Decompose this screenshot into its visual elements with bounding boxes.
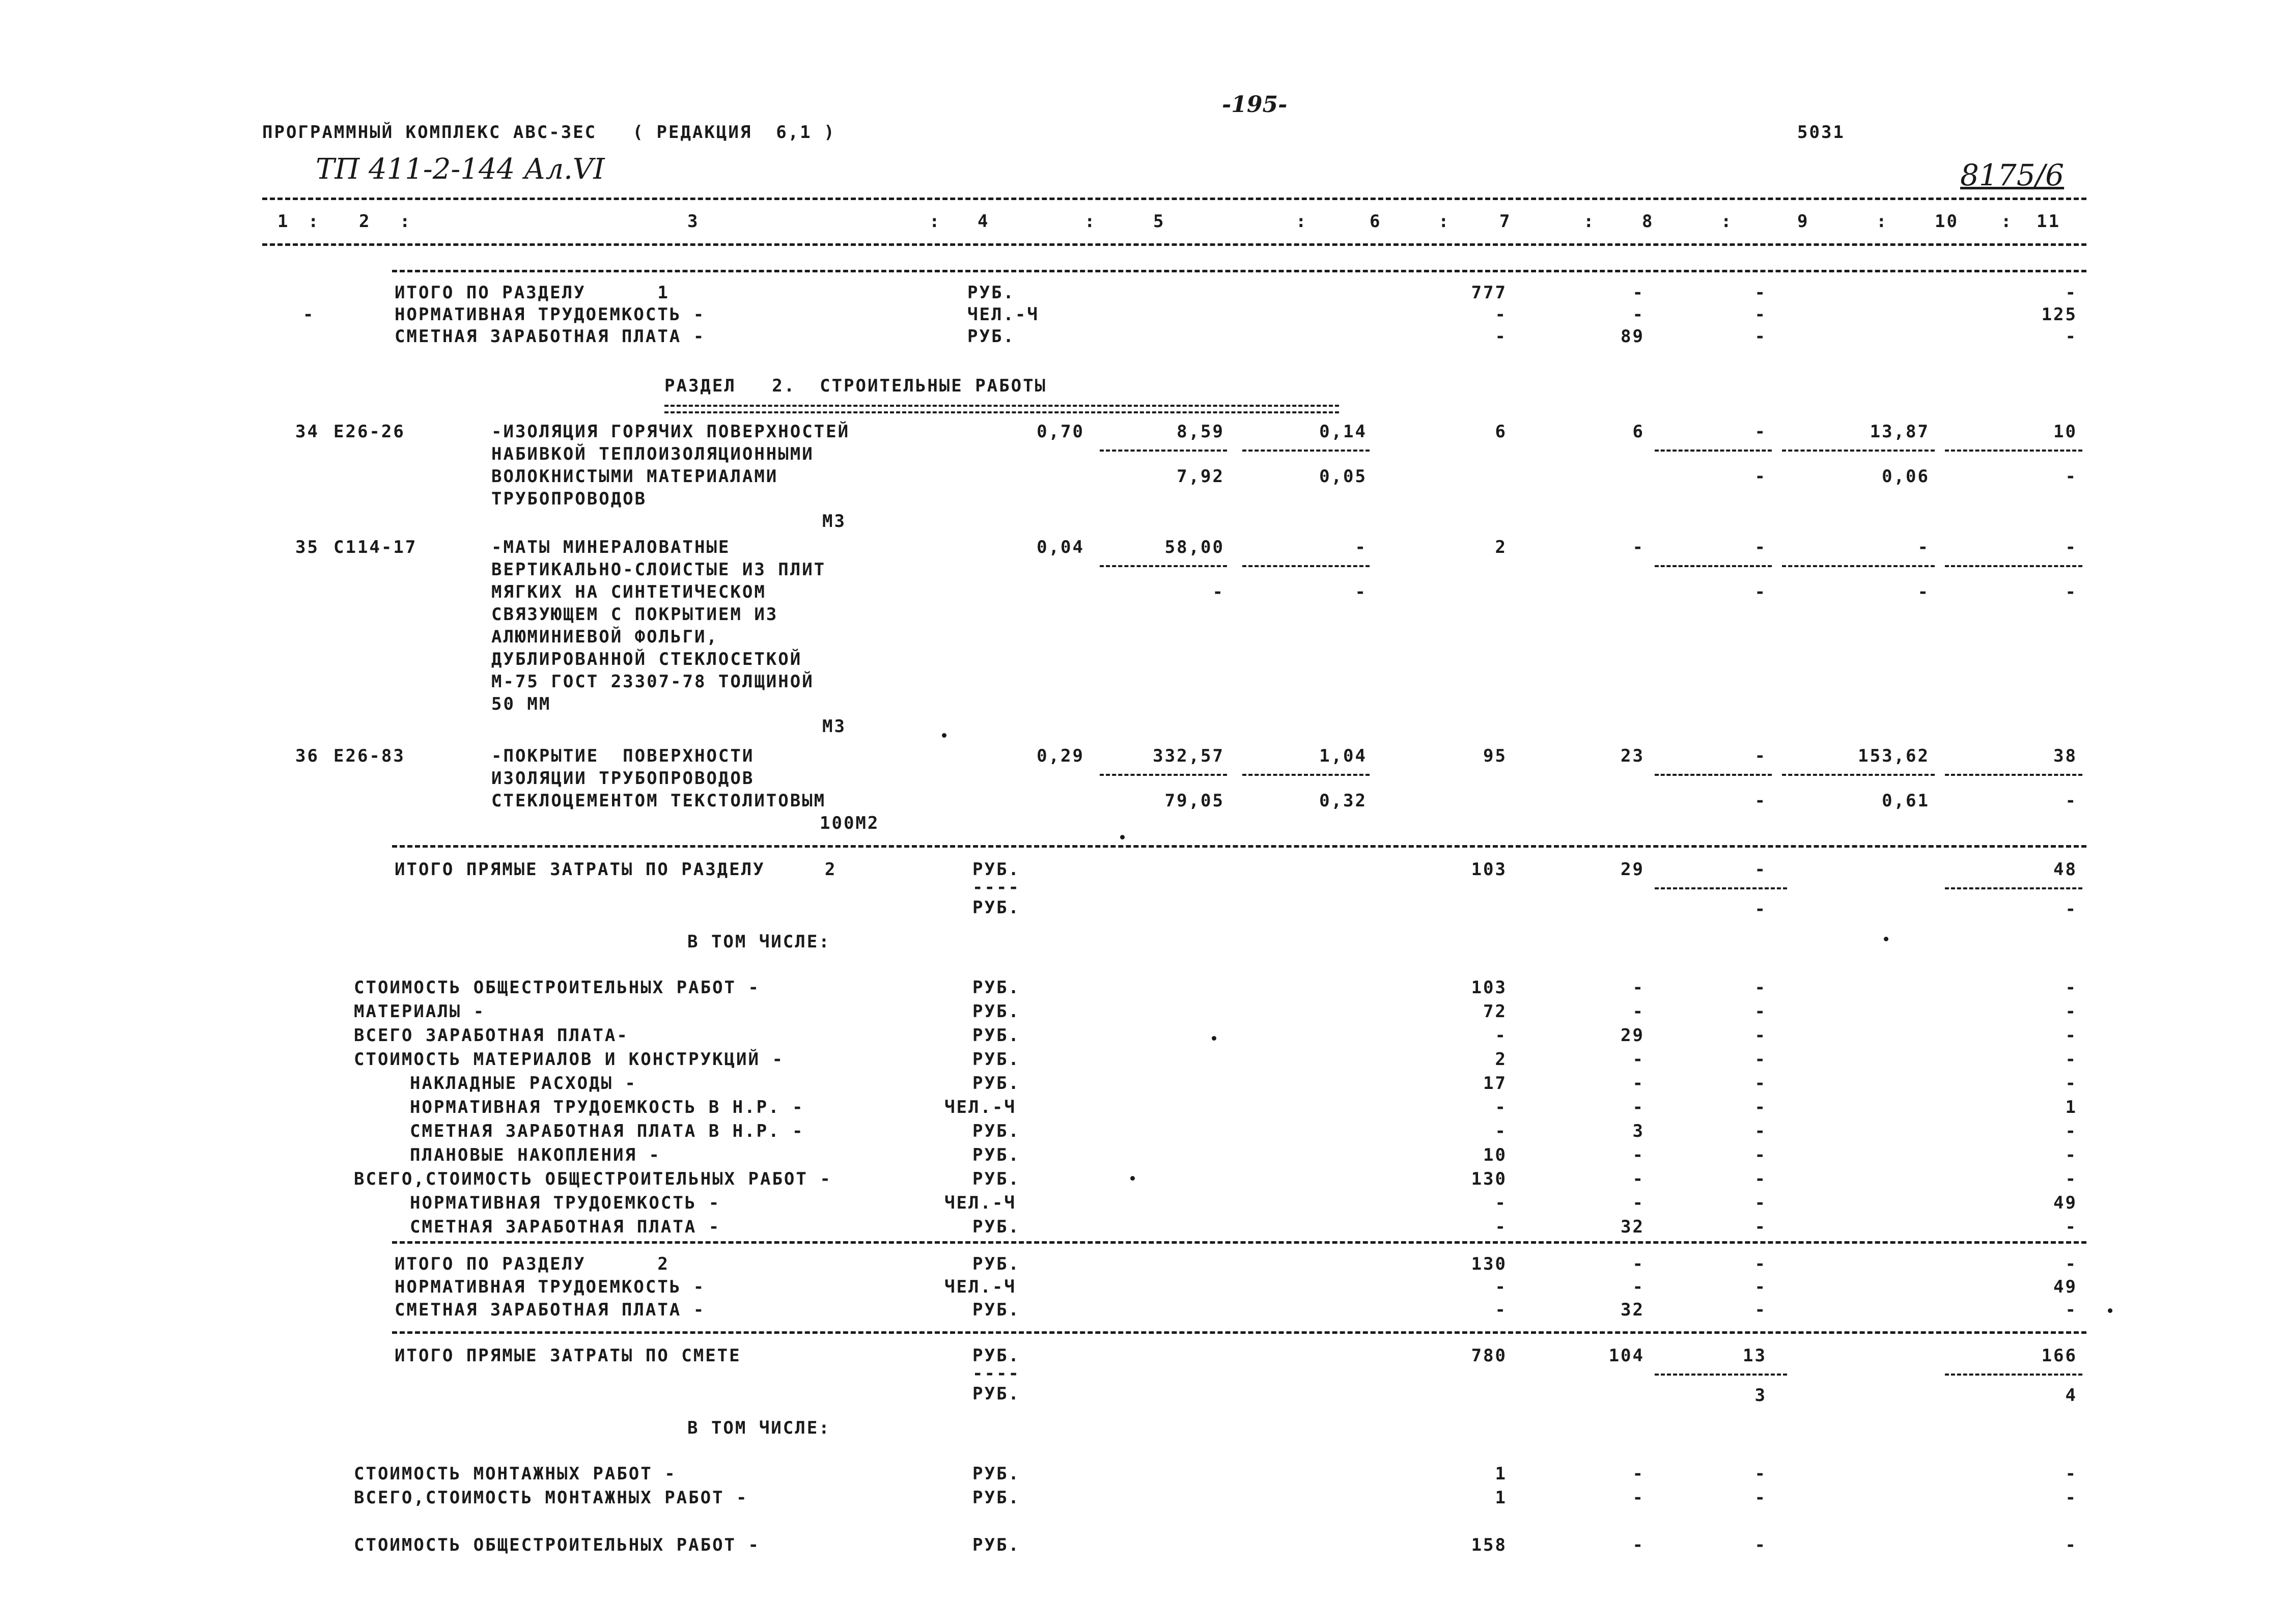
value-col11: - bbox=[2065, 283, 2077, 303]
wage-separator bbox=[1655, 887, 1787, 889]
value-col7: 103 bbox=[1471, 859, 1507, 880]
value-col11: 125 bbox=[2041, 304, 2077, 325]
value-col7: 2 bbox=[1495, 1049, 1507, 1070]
value-col9: - bbox=[1754, 1001, 1767, 1022]
scan-speck bbox=[2108, 1308, 2112, 1313]
final-unit: РУБ. bbox=[972, 1535, 1020, 1555]
value-col5-wage: - bbox=[1212, 582, 1224, 602]
breakdown-label: СМЕТНАЯ ЗАРАБОТНАЯ ПЛАТА В Н.Р. - bbox=[410, 1121, 804, 1141]
direct-costs-unit: РУБ. bbox=[972, 859, 1020, 880]
value-col10-wage: 0,06 bbox=[1882, 466, 1930, 487]
item-unit: М3 bbox=[822, 511, 846, 531]
item-description-line: -МАТЫ МИНЕРАЛОВАТНЫЕ bbox=[491, 537, 731, 557]
item-description-line: АЛЮМИНИЕВОЙ ФОЛЬГИ, bbox=[491, 627, 718, 647]
value-col11: - bbox=[2065, 1049, 2077, 1070]
direct-costs-unit-2: РУБ. bbox=[972, 1384, 1020, 1404]
wage-separator bbox=[1945, 774, 2082, 776]
total-label: ИТОГО ПО РАЗДЕЛУ 2 bbox=[395, 1254, 670, 1274]
total-unit: РУБ. bbox=[967, 283, 1015, 303]
item-description-line: М-75 ГОСТ 23307-78 ТОЛЩИНОЙ bbox=[491, 671, 814, 692]
value-col11: 49 bbox=[2053, 1277, 2077, 1297]
column-number: 11 bbox=[2037, 211, 2060, 232]
value-col8: 3 bbox=[1632, 1121, 1645, 1141]
section2-title: РАЗДЕЛ 2. СТРОИТЕЛЬНЫЕ РАБОТЫ bbox=[664, 376, 1047, 396]
column-number: : bbox=[929, 211, 941, 232]
value-col8: - bbox=[1632, 1464, 1645, 1484]
value-col5-wage: 79,05 bbox=[1164, 791, 1224, 811]
breakdown-label: НОРМАТИВНАЯ ТРУДОЕМКОСТЬ - bbox=[410, 1193, 721, 1213]
estimate-separator bbox=[392, 1331, 2086, 1334]
column-number: 9 bbox=[1797, 211, 1809, 232]
direct-costs-unit: РУБ. bbox=[972, 1346, 1020, 1366]
value-col9: - bbox=[1754, 1193, 1767, 1213]
value-col11: - bbox=[2065, 1121, 2077, 1141]
breakdown-unit: РУБ. bbox=[972, 1025, 1020, 1046]
item-code: Е26-83 bbox=[333, 746, 405, 766]
value-col8: 29 bbox=[1621, 1025, 1645, 1046]
cost-separator bbox=[1100, 450, 1227, 452]
value-col11: 38 bbox=[2053, 746, 2077, 766]
breakdown-label: ПЛАНОВЫЕ НАКОПЛЕНИЯ - bbox=[410, 1145, 661, 1165]
value-col5: 58,00 bbox=[1164, 537, 1224, 557]
value-col11: - bbox=[2065, 1073, 2077, 1094]
scan-speck bbox=[1212, 1036, 1216, 1041]
direct-costs-label: ИТОГО ПРЯМЫЕ ЗАТРАТЫ ПО СМЕТЕ bbox=[395, 1346, 741, 1366]
wage-separator bbox=[1655, 1374, 1787, 1376]
item-unit: 100М2 bbox=[820, 813, 880, 833]
item-description-line: ИЗОЛЯЦИИ ТРУБОПРОВОДОВ bbox=[491, 768, 755, 789]
value-col8: - bbox=[1632, 1254, 1645, 1274]
value-col8: - bbox=[1632, 283, 1645, 303]
total-label: НОРМАТИВНАЯ ТРУДОЕМКОСТЬ - bbox=[395, 1277, 706, 1297]
column-number: 2 bbox=[359, 211, 371, 232]
column-number: 10 bbox=[1935, 211, 1959, 232]
value-col7: - bbox=[1495, 304, 1507, 325]
value-col8: 89 bbox=[1621, 326, 1645, 347]
scan-speck bbox=[1130, 1176, 1135, 1181]
value-col10: 13,87 bbox=[1870, 422, 1930, 442]
value-col10: 153,62 bbox=[1858, 746, 1930, 766]
value-col9-wage: 3 bbox=[1754, 1385, 1767, 1406]
value-col11: 10 bbox=[2053, 422, 2077, 442]
wage-separator bbox=[1655, 774, 1772, 776]
item-description-line: НАБИВКОЙ ТЕПЛОИЗОЛЯЦИОННЫМИ bbox=[491, 444, 814, 464]
breakdown-unit: ЧЕЛ.-Ч bbox=[944, 1193, 1016, 1213]
value-col9-wage: - bbox=[1754, 791, 1767, 811]
value-col8: 104 bbox=[1608, 1346, 1645, 1366]
breakdown-unit: РУБ. bbox=[972, 1001, 1020, 1022]
value-col6: - bbox=[1355, 537, 1367, 557]
stray-dash: - bbox=[303, 304, 315, 325]
value-col11: - bbox=[2065, 1169, 2077, 1189]
column-number: 1 bbox=[277, 211, 290, 232]
value-col8: - bbox=[1632, 1073, 1645, 1094]
value-col11: 48 bbox=[2053, 859, 2077, 880]
value-col11: 1 bbox=[2065, 1097, 2077, 1117]
value-col7: - bbox=[1495, 1025, 1507, 1046]
value-col9: - bbox=[1754, 1217, 1767, 1237]
wage-separator bbox=[1655, 565, 1772, 567]
direct-costs-unit-2: РУБ. bbox=[972, 898, 1020, 918]
cost-separator bbox=[1242, 450, 1370, 452]
value-col9: - bbox=[1754, 1300, 1767, 1320]
value-col9: - bbox=[1754, 422, 1767, 442]
value-col11: - bbox=[2065, 1300, 2077, 1320]
value-col10-wage: - bbox=[1917, 582, 1930, 602]
value-col9: - bbox=[1754, 1464, 1767, 1484]
breakdown-label: НАКЛАДНЫЕ РАСХОДЫ - bbox=[410, 1073, 637, 1094]
section1-separator bbox=[392, 270, 2086, 272]
value-col11: - bbox=[2065, 326, 2077, 347]
total-label: ИТОГО ПО РАЗДЕЛУ 1 bbox=[395, 283, 670, 303]
wage-separator bbox=[1782, 565, 1935, 567]
breakdown-label: ВСЕГО,СТОИМОСТЬ МОНТАЖНЫХ РАБОТ - bbox=[354, 1488, 748, 1508]
breakdown-unit: РУБ. bbox=[972, 1049, 1020, 1070]
item-unit: М3 bbox=[822, 716, 846, 737]
value-col10-wage: 0,61 bbox=[1882, 791, 1930, 811]
breakdown-label: СТОИМОСТЬ МАТЕРИАЛОВ И КОНСТРУКЦИЙ - bbox=[354, 1049, 784, 1070]
breakdown-label: НОРМАТИВНАЯ ТРУДОЕМКОСТЬ В Н.Р. - bbox=[410, 1097, 804, 1117]
page-number: -195- bbox=[1222, 92, 1288, 118]
item-description-line: СВЯЗУЮЩЕМ С ПОКРЫТИЕМ ИЗ bbox=[491, 604, 778, 625]
breakdown-label: СТОИМОСТЬ ОБЩЕСТРОИТЕЛЬНЫХ РАБОТ - bbox=[354, 977, 760, 998]
wage-separator bbox=[1945, 887, 2082, 889]
item-quantity: 0,70 bbox=[1037, 422, 1084, 442]
header-rule-bottom bbox=[262, 243, 2086, 246]
title-underline-1 bbox=[664, 405, 1339, 407]
item-code: Е26-26 bbox=[333, 422, 405, 442]
doc-number: 5031 bbox=[1797, 122, 1845, 143]
value-col11-wage: 4 bbox=[2065, 1385, 2077, 1406]
column-number: : bbox=[1296, 211, 1308, 232]
value-col6-wage: 0,32 bbox=[1319, 791, 1367, 811]
column-number: 5 bbox=[1153, 211, 1165, 232]
total-unit: РУБ. bbox=[967, 326, 1015, 347]
value-col9: - bbox=[1754, 1535, 1767, 1555]
value-col9: - bbox=[1754, 977, 1767, 998]
value-col11: 49 bbox=[2053, 1193, 2077, 1213]
column-number: : bbox=[1084, 211, 1097, 232]
value-col7: 130 bbox=[1471, 1254, 1507, 1274]
value-col8: - bbox=[1632, 537, 1645, 557]
total-label: СМЕТНАЯ ЗАРАБОТНАЯ ПЛАТА - bbox=[395, 1300, 706, 1320]
value-col9: - bbox=[1754, 746, 1767, 766]
handwritten-sheet: 8175/6 bbox=[1960, 158, 2065, 192]
header-rule-top bbox=[262, 198, 2086, 200]
value-col11-wage: - bbox=[2065, 466, 2077, 487]
value-col8: - bbox=[1632, 1001, 1645, 1022]
value-col5: 332,57 bbox=[1153, 746, 1224, 766]
value-col7: 72 bbox=[1483, 1001, 1507, 1022]
in-that-number-1: В ТОМ ЧИСЛЕ: bbox=[687, 932, 831, 952]
value-col7: 1 bbox=[1495, 1464, 1507, 1484]
value-col9: - bbox=[1754, 304, 1767, 325]
value-col8: - bbox=[1632, 304, 1645, 325]
value-col9-wage: - bbox=[1754, 899, 1767, 919]
item-description-line: ДУБЛИРОВАННОЙ СТЕКЛОСЕТКОЙ bbox=[491, 649, 802, 669]
value-col11: - bbox=[2065, 1488, 2077, 1508]
breakdown-unit: РУБ. bbox=[972, 1169, 1020, 1189]
value-col6: 1,04 bbox=[1319, 746, 1367, 766]
value-col8: - bbox=[1632, 1488, 1645, 1508]
cost-separator bbox=[1242, 774, 1370, 776]
value-col9-wage: - bbox=[1754, 582, 1767, 602]
breakdown-label: СМЕТНАЯ ЗАРАБОТНАЯ ПЛАТА - bbox=[410, 1217, 721, 1237]
wage-separator bbox=[1945, 565, 2082, 567]
value-col9: 13 bbox=[1743, 1346, 1767, 1366]
value-col7: - bbox=[1495, 1217, 1507, 1237]
column-number: : bbox=[308, 211, 320, 232]
value-col8: - bbox=[1632, 977, 1645, 998]
breakdown-unit: РУБ. bbox=[972, 1488, 1020, 1508]
value-col11: 166 bbox=[2041, 1346, 2077, 1366]
column-number: : bbox=[1583, 211, 1596, 232]
value-col7: - bbox=[1495, 1277, 1507, 1297]
breakdown-unit: РУБ. bbox=[972, 1464, 1020, 1484]
value-col7: 780 bbox=[1471, 1346, 1507, 1366]
value-col11: - bbox=[2065, 537, 2077, 557]
value-col11: - bbox=[2065, 977, 2077, 998]
breakdown-unit: РУБ. bbox=[972, 1073, 1020, 1094]
value-col7: - bbox=[1495, 1097, 1507, 1117]
value-col9: - bbox=[1754, 859, 1767, 880]
value-col9: - bbox=[1754, 1169, 1767, 1189]
value-col7: 95 bbox=[1483, 746, 1507, 766]
value-col7: 777 bbox=[1471, 283, 1507, 303]
value-col9: - bbox=[1754, 1025, 1767, 1046]
direct-costs-label: ИТОГО ПРЯМЫЕ ЗАТРАТЫ ПО РАЗДЕЛУ 2 bbox=[395, 859, 837, 880]
value-col8: - bbox=[1632, 1049, 1645, 1070]
value-col8: 32 bbox=[1621, 1217, 1645, 1237]
value-col9: - bbox=[1754, 283, 1767, 303]
item-description-line: ТРУБОПРОВОДОВ bbox=[491, 489, 647, 509]
column-number: 4 bbox=[978, 211, 990, 232]
value-col9: - bbox=[1754, 537, 1767, 557]
total-unit: РУБ. bbox=[972, 1254, 1020, 1274]
value-col5-wage: 7,92 bbox=[1177, 466, 1224, 487]
value-col7: 10 bbox=[1483, 1145, 1507, 1165]
value-col11: - bbox=[2065, 1025, 2077, 1046]
item-description-line: -ПОКРЫТИЕ ПОВЕРХНОСТИ bbox=[491, 746, 755, 766]
scan-speck bbox=[1884, 937, 1888, 941]
value-col11: - bbox=[2065, 1145, 2077, 1165]
total-unit: ЧЕЛ.-Ч bbox=[944, 1277, 1016, 1297]
breakdown-unit: РУБ. bbox=[972, 1121, 1020, 1141]
item-description-line: 50 ММ bbox=[491, 694, 551, 714]
direct-costs-unit-separator: ---- bbox=[972, 877, 1020, 898]
column-number: : bbox=[1438, 211, 1451, 232]
breakdown-unit: РУБ. bbox=[972, 1145, 1020, 1165]
item-code: С114-17 bbox=[333, 537, 417, 557]
value-col7: - bbox=[1495, 1193, 1507, 1213]
item-number: 36 bbox=[295, 746, 319, 766]
wage-separator bbox=[1655, 450, 1772, 452]
wage-separator bbox=[1782, 450, 1935, 452]
value-col8: - bbox=[1632, 1097, 1645, 1117]
value-col8: 29 bbox=[1621, 859, 1645, 880]
cost-separator bbox=[1100, 774, 1227, 776]
breakdown-unit: РУБ. bbox=[972, 977, 1020, 998]
total-unit: ЧЕЛ.-Ч bbox=[967, 304, 1039, 325]
section2-totals-separator bbox=[392, 1241, 2086, 1244]
column-number: : bbox=[2001, 211, 2013, 232]
value-col9: - bbox=[1754, 1049, 1767, 1070]
value-col11: - bbox=[2065, 1464, 2077, 1484]
column-number: 7 bbox=[1499, 211, 1512, 232]
cost-separator bbox=[1242, 565, 1370, 567]
value-col8: 23 bbox=[1621, 746, 1645, 766]
value-col11: - bbox=[2065, 1535, 2077, 1555]
value-col7: - bbox=[1495, 326, 1507, 347]
program-header: ПРОГРАММНЫЙ КОМПЛЕКС АВС-ЗЕС ( РЕДАКЦИЯ 6,1 ) bbox=[262, 122, 836, 143]
value-col9: - bbox=[1754, 1073, 1767, 1094]
value-col8: 6 bbox=[1632, 422, 1645, 442]
item-quantity: 0,29 bbox=[1037, 746, 1084, 766]
breakdown-label: МАТЕРИАЛЫ - bbox=[354, 1001, 486, 1022]
value-col11: - bbox=[2065, 1217, 2077, 1237]
direct-costs-unit-separator: ---- bbox=[972, 1363, 1020, 1384]
value-col8: - bbox=[1632, 1169, 1645, 1189]
column-number: : bbox=[400, 211, 412, 232]
total-label: НОРМАТИВНАЯ ТРУДОЕМКОСТЬ - bbox=[395, 304, 706, 325]
item-description-line: -ИЗОЛЯЦИЯ ГОРЯЧИХ ПОВЕРХНОСТЕЙ bbox=[491, 422, 850, 442]
total-label: СМЕТНАЯ ЗАРАБОТНАЯ ПЛАТА - bbox=[395, 326, 706, 347]
value-col8: 32 bbox=[1621, 1300, 1645, 1320]
value-col7: - bbox=[1495, 1300, 1507, 1320]
value-col11-wage: - bbox=[2065, 582, 2077, 602]
value-col11-wage: - bbox=[2065, 791, 2077, 811]
value-col5: 8,59 bbox=[1177, 422, 1224, 442]
value-col9: - bbox=[1754, 1097, 1767, 1117]
column-number: 8 bbox=[1642, 211, 1654, 232]
value-col7: 1 bbox=[1495, 1488, 1507, 1508]
value-col11-wage: - bbox=[2065, 899, 2077, 919]
column-number: 6 bbox=[1370, 211, 1382, 232]
value-col7: 6 bbox=[1495, 422, 1507, 442]
breakdown-unit: ЧЕЛ.-Ч bbox=[944, 1097, 1016, 1117]
column-number: : bbox=[1876, 211, 1888, 232]
item-description-line: ВОЛОКНИСТЫМИ МАТЕРИАЛАМИ bbox=[491, 466, 778, 487]
in-that-number-2: В ТОМ ЧИСЛЕ: bbox=[687, 1418, 831, 1438]
value-col6: 0,14 bbox=[1319, 422, 1367, 442]
value-col8: - bbox=[1632, 1277, 1645, 1297]
total-unit: РУБ. bbox=[972, 1300, 1020, 1320]
column-number: 3 bbox=[687, 211, 700, 232]
direct-costs-separator bbox=[392, 845, 2086, 848]
value-col9: - bbox=[1754, 1488, 1767, 1508]
final-label: СТОИМОСТЬ ОБЩЕСТРОИТЕЛЬНЫХ РАБОТ - bbox=[354, 1535, 760, 1555]
value-col8: - bbox=[1632, 1193, 1645, 1213]
breakdown-label: ВСЕГО ЗАРАБОТНАЯ ПЛАТА- bbox=[354, 1025, 629, 1046]
value-col11: - bbox=[2065, 1001, 2077, 1022]
breakdown-unit: РУБ. bbox=[972, 1217, 1020, 1237]
value-col9: - bbox=[1754, 1145, 1767, 1165]
scan-speck bbox=[1120, 835, 1125, 839]
item-description-line: МЯГКИХ НА СИНТЕТИЧЕСКОМ bbox=[491, 582, 766, 602]
scan-speck bbox=[942, 733, 946, 738]
value-col9: - bbox=[1754, 1254, 1767, 1274]
value-col8: - bbox=[1632, 1535, 1645, 1555]
wage-separator bbox=[1945, 450, 2082, 452]
wage-separator bbox=[1782, 774, 1935, 776]
value-col9: - bbox=[1754, 326, 1767, 347]
value-col7: - bbox=[1495, 1121, 1507, 1141]
handwritten-code: ТП 411-2-144 Ал.VI bbox=[316, 153, 605, 186]
value-col11: - bbox=[2065, 1254, 2077, 1274]
breakdown-label: ВСЕГО,СТОИМОСТЬ ОБЩЕСТРОИТЕЛЬНЫХ РАБОТ - bbox=[354, 1169, 832, 1189]
value-col7: 103 bbox=[1471, 977, 1507, 998]
column-number: : bbox=[1721, 211, 1733, 232]
value-col7: 130 bbox=[1471, 1169, 1507, 1189]
item-number: 34 bbox=[295, 422, 319, 442]
value-col7: 158 bbox=[1471, 1535, 1507, 1555]
value-col10: - bbox=[1917, 537, 1930, 557]
value-col7: 2 bbox=[1495, 537, 1507, 557]
item-description-line: ВЕРТИКАЛЬНО-СЛОИСТЫЕ ИЗ ПЛИТ bbox=[491, 559, 826, 580]
item-description-line: СТЕКЛОЦЕМЕНТОМ ТЕКСТОЛИТОВЫМ bbox=[491, 791, 826, 811]
value-col9: - bbox=[1754, 1277, 1767, 1297]
item-number: 35 bbox=[295, 537, 319, 557]
cost-separator bbox=[1100, 565, 1227, 567]
wage-separator bbox=[1945, 1374, 2082, 1376]
value-col6-wage: 0,05 bbox=[1319, 466, 1367, 487]
value-col6-wage: - bbox=[1355, 582, 1367, 602]
item-quantity: 0,04 bbox=[1037, 537, 1084, 557]
value-col7: 17 bbox=[1483, 1073, 1507, 1094]
value-col9-wage: - bbox=[1754, 466, 1767, 487]
value-col8: - bbox=[1632, 1145, 1645, 1165]
breakdown-label: СТОИМОСТЬ МОНТАЖНЫХ РАБОТ - bbox=[354, 1464, 677, 1484]
value-col9: - bbox=[1754, 1121, 1767, 1141]
title-underline-2 bbox=[664, 411, 1339, 413]
